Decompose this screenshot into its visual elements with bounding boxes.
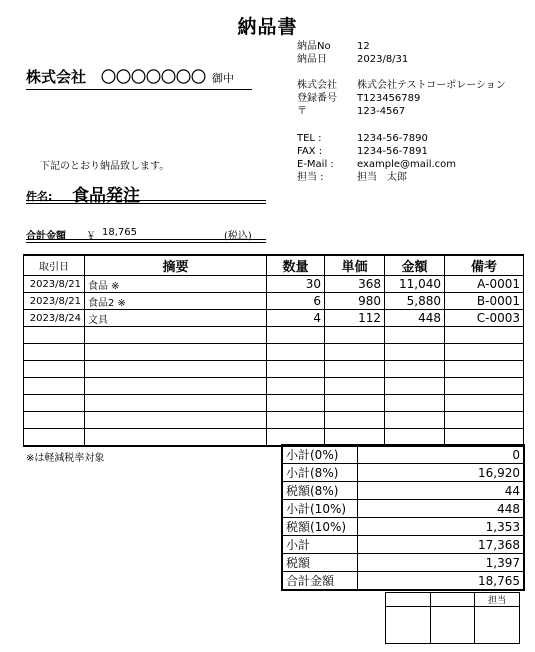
item-unit-price [325,327,385,344]
summary-value: 1,353 [357,518,524,536]
item-remarks [445,412,524,429]
item-description [85,429,267,447]
recipient [26,66,234,87]
subject-underline [26,203,266,204]
summary-label: 税額(8%) [282,482,357,500]
stamp-header-cell [386,593,431,607]
table-row [24,361,524,378]
stamp-cell [475,607,520,644]
item-remarks [445,327,524,344]
info-value: example@mail.com [357,159,457,170]
col-header-unit-price: 単価 [325,255,385,276]
summary-label: 小計(0%) [282,445,357,464]
total-symbol: ￥ [86,231,96,242]
summary-label: 税額(10%) [282,518,357,536]
stamp-cell [386,607,431,644]
item-date [24,344,85,361]
item-date: 2023/8/21 [24,293,85,310]
info-value: 1234-56-7891 [357,146,428,157]
item-quantity [267,395,325,412]
subject-underline [26,200,266,201]
tax-included-note: (税込) [224,231,252,242]
item-date: 2023/8/24 [24,310,85,327]
item-description [85,412,267,429]
item-unit-price [325,412,385,429]
total-label: 合計金額 [26,231,66,242]
summary-row [282,464,524,482]
info-label: 担当 : [297,172,324,183]
summary-label: 小計(8%) [282,464,357,482]
info-label: 株式会社 [297,80,337,91]
summary-value: 16,920 [357,464,524,482]
item-quantity: 6 [267,293,325,310]
info-value: 1234-56-7890 [357,133,428,144]
item-quantity [267,412,325,429]
item-unit-price [325,344,385,361]
delivery-message: 下記のとおり納品致します。 [40,161,170,172]
col-header-amount: 金額 [385,255,445,276]
info-label: 登録番号 [297,93,337,104]
subject-value: 食品発注 [72,186,140,206]
table-row [24,293,524,310]
item-description [85,344,267,361]
item-date [24,361,85,378]
summary-row [282,536,524,554]
stamp-box [385,592,520,644]
table-row [24,412,524,429]
summary-row [282,554,524,572]
item-remarks [445,344,524,361]
summary-row [282,572,524,591]
item-description: 食品 ※ [85,276,267,293]
item-remarks [445,378,524,395]
col-header-description: 摘要 [85,255,267,276]
item-quantity [267,327,325,344]
summary-row [282,445,524,464]
item-amount: 5,880 [385,293,445,310]
item-unit-price [325,395,385,412]
item-amount [385,327,445,344]
col-header-date: 取引日 [24,255,85,276]
info-label: 納品日 [297,54,327,65]
table-row [24,378,524,395]
table-row [24,327,524,344]
stamp-cell [430,607,475,644]
subject-label: 件名: [26,190,53,203]
info-label: TEL : [297,133,322,144]
info-label: 〒 [297,106,307,117]
item-amount [385,378,445,395]
item-quantity [267,361,325,378]
item-amount: 448 [385,310,445,327]
item-remarks [445,361,524,378]
info-value: 123-4567 [357,106,406,117]
items-table [23,254,524,447]
item-description [85,327,267,344]
item-date [24,395,85,412]
table-row [24,276,524,293]
table-row [24,310,524,327]
item-remarks [445,395,524,412]
recipient-honorific: 御中 [212,72,235,85]
item-remarks: B-0001 [445,293,524,310]
total-underline [26,239,266,240]
summary-row [282,482,524,500]
item-quantity [267,378,325,395]
summary-value: 0 [357,445,524,464]
item-unit-price [325,361,385,378]
stamp-header-staff: 担当 [475,593,520,607]
item-description [85,361,267,378]
summary-table [281,444,525,591]
item-quantity: 4 [267,310,325,327]
document-title: 納品書 [237,16,298,38]
total-underline [26,242,266,243]
items-header-row [24,255,524,276]
item-amount [385,395,445,412]
item-date [24,327,85,344]
info-label: 納品No [297,41,331,52]
info-value: 12 [357,41,370,52]
col-header-remarks: 備考 [445,255,524,276]
reduced-tax-note: ※は軽減税率対象 [26,453,105,464]
col-header-quantity: 数量 [267,255,325,276]
info-label: FAX : [297,146,323,157]
item-amount [385,412,445,429]
summary-value: 44 [357,482,524,500]
summary-value: 18,765 [357,572,524,591]
stamp-header-cell [430,593,475,607]
item-date [24,429,85,447]
summary-row [282,518,524,536]
info-value: 2023/8/31 [357,54,409,65]
item-remarks: C-0003 [445,310,524,327]
recipient-underline [26,89,252,90]
summary-label: 合計金額 [282,572,357,591]
item-description: 文具 [85,310,267,327]
summary-value: 1,397 [357,554,524,572]
item-remarks: A-0001 [445,276,524,293]
item-date: 2023/8/21 [24,276,85,293]
summary-value: 448 [357,500,524,518]
item-quantity: 30 [267,276,325,293]
item-unit-price [325,378,385,395]
item-amount [385,361,445,378]
item-unit-price: 980 [325,293,385,310]
summary-value: 17,368 [357,536,524,554]
item-unit-price: 112 [325,310,385,327]
info-value: 担当 太郎 [357,172,407,183]
summary-label: 小計(10%) [282,500,357,518]
item-unit-price: 368 [325,276,385,293]
total-amount: 18,765 [102,227,137,238]
item-amount [385,344,445,361]
table-row [24,395,524,412]
info-label: E-Mail : [297,159,334,170]
recipient-name: 株式会社 〇〇〇〇〇〇〇 [26,68,207,86]
item-date [24,412,85,429]
info-value: 株式会社テストコーポレーション [357,80,506,91]
summary-label: 税額 [282,554,357,572]
summary-label: 小計 [282,536,357,554]
item-description [85,395,267,412]
info-value: T123456789 [357,93,421,104]
summary-row [282,500,524,518]
item-quantity [267,344,325,361]
table-row [24,344,524,361]
item-description: 食品2 ※ [85,293,267,310]
item-amount: 11,040 [385,276,445,293]
item-description [85,378,267,395]
item-date [24,378,85,395]
